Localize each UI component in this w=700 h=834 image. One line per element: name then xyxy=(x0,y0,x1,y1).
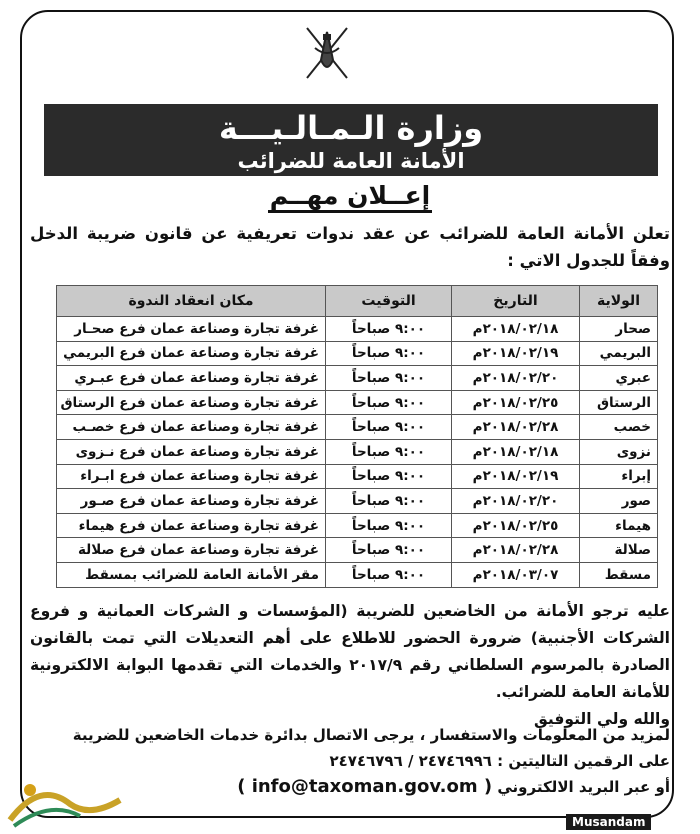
contact-email[interactable]: ( info@taxoman.gov.om ) xyxy=(237,776,493,797)
header-date: التاريخ xyxy=(452,286,580,317)
table-row xyxy=(57,464,658,489)
cell-place: مقر الأمانة العامة للضرائب بمسقط xyxy=(57,562,326,587)
cell-wilayat: صحار xyxy=(580,317,658,342)
ministry-banner xyxy=(44,104,658,176)
contact-email-label: أو عبر البريد الالكتروني xyxy=(497,778,670,796)
cell-place: غرفة تجارة وصناعة عمان فرع البريمي xyxy=(57,341,326,366)
cell-wilayat: صلالة xyxy=(580,538,658,563)
cell-time: ٩:٠٠ صباحاً xyxy=(326,513,452,538)
table-row xyxy=(57,317,658,342)
table-row xyxy=(57,415,658,440)
contact-line-2: على الرقمين التاليتين : ٢٤٧٤٦٩٩٦ / ٢٤٧٤٦٧٩٦ xyxy=(329,752,670,770)
cell-place: غرفة تجارة وصناعة عمان فرع نـزوى xyxy=(57,439,326,464)
authority-subtitle: الأمانة العامة للضرائب xyxy=(237,149,465,173)
table-row xyxy=(57,489,658,514)
cell-time: ٩:٠٠ صباحاً xyxy=(326,538,452,563)
cell-place: غرفة تجارة وصناعة عمان فرع صـور xyxy=(57,489,326,514)
header-wilayat: الولاية xyxy=(580,286,658,317)
musandam-logo-icon xyxy=(0,770,130,830)
table-row xyxy=(57,366,658,391)
cell-time: ٩:٠٠ صباحاً xyxy=(326,415,452,440)
cell-time: ٩:٠٠ صباحاً xyxy=(326,366,452,391)
table-row xyxy=(57,538,658,563)
table-row xyxy=(57,562,658,587)
cell-date: ٢٠١٨/٠٢/١٩م xyxy=(452,464,580,489)
body-text xyxy=(30,598,670,733)
body-paragraph: عليه ترجو الأمانة من الخاضعين للضريبة (المؤسسات و الشركات العمانية و فروع الشركات الأجنبية) ضرورة الحضور للاطلاع على أهم التعديلات التي تمت بالقانون الصادرة بالمرسوم السلطاني رقم ٢٠١٧/٩ والخدمات التي تقدمها البوابة الالكترونية للأمانة العامة للضرائب. xyxy=(30,602,670,701)
cell-place: غرفة تجارة وصناعة عمان فرع خصـب xyxy=(57,415,326,440)
khanjar-emblem-icon xyxy=(295,20,359,84)
cell-time: ٩:٠٠ صباحاً xyxy=(326,341,452,366)
cell-date: ٢٠١٨/٠٢/٢٥م xyxy=(452,390,580,415)
table-row xyxy=(57,390,658,415)
table-row xyxy=(57,439,658,464)
contact-line-1: لمزيد من المعلومات والاستفسار ، يرجى الاتصال بدائرة خدمات الخاضعين للضريبة xyxy=(72,726,670,744)
headline-text: إعــلان مهــم xyxy=(268,181,432,213)
cell-place: غرفة تجارة وصناعة عمان فرع عبـري xyxy=(57,366,326,391)
cell-place: غرفة تجارة وصناعة عمان فرع صحـار xyxy=(57,317,326,342)
cell-wilayat: نزوى xyxy=(580,439,658,464)
cell-date: ٢٠١٨/٠٣/٠٧م xyxy=(452,562,580,587)
table-row xyxy=(57,341,658,366)
cell-wilayat: خصب xyxy=(580,415,658,440)
cell-time: ٩:٠٠ صباحاً xyxy=(326,464,452,489)
cell-wilayat: البريمي xyxy=(580,341,658,366)
cell-date: ٢٠١٨/٠٢/٢٨م xyxy=(452,538,580,563)
cell-place: غرفة تجارة وصناعة عمان فرع صلالة xyxy=(57,538,326,563)
cell-date: ٢٠١٨/٠٢/١٩م xyxy=(452,341,580,366)
cell-wilayat: الرستاق xyxy=(580,390,658,415)
cell-date: ٢٠١٨/٠٢/١٨م xyxy=(452,317,580,342)
cell-wilayat: عبري xyxy=(580,366,658,391)
cell-place: غرفة تجارة وصناعة عمان فرع ابـراء xyxy=(57,464,326,489)
cell-wilayat: صور xyxy=(580,489,658,514)
cell-time: ٩:٠٠ صباحاً xyxy=(326,317,452,342)
cell-wilayat: إبراء xyxy=(580,464,658,489)
closing-line: والله ولي التوفيق xyxy=(533,710,670,728)
cell-date: ٢٠١٨/٠٢/١٨م xyxy=(452,439,580,464)
announcement-headline xyxy=(0,180,700,212)
cell-date: ٢٠١٨/٠٢/٢٥م xyxy=(452,513,580,538)
cell-date: ٢٠١٨/٠٢/٢٠م xyxy=(452,489,580,514)
table-row xyxy=(57,513,658,538)
cell-date: ٢٠١٨/٠٢/٢٨م xyxy=(452,415,580,440)
ministry-title: وزارة الـمـالـيـــة xyxy=(218,109,484,147)
header-place: مكان انعقاد الندوة xyxy=(57,286,326,317)
schedule-table xyxy=(56,285,658,588)
cell-date: ٢٠١٨/٠٢/٢٠م xyxy=(452,366,580,391)
cell-time: ٩:٠٠ صباحاً xyxy=(326,390,452,415)
cell-time: ٩:٠٠ صباحاً xyxy=(326,562,452,587)
cell-time: ٩:٠٠ صباحاً xyxy=(326,439,452,464)
cell-time: ٩:٠٠ صباحاً xyxy=(326,489,452,514)
watermark-label: Musandam xyxy=(566,814,651,830)
intro-paragraph: تعلن الأمانة العامة للضرائب عن عقد ندوات تعريفية عن قانون ضريبة الدخل وفقاً للجدول الاتي : xyxy=(30,224,670,270)
cell-place: غرفة تجارة وصناعة عمان فرع الرستاق xyxy=(57,390,326,415)
cell-wilayat: هيماء xyxy=(580,513,658,538)
table-header-row xyxy=(57,286,658,317)
header-time: التوقيت xyxy=(326,286,452,317)
cell-wilayat: مسقط xyxy=(580,562,658,587)
cell-place: غرفة تجارة وصناعة عمان فرع هيماء xyxy=(57,513,326,538)
